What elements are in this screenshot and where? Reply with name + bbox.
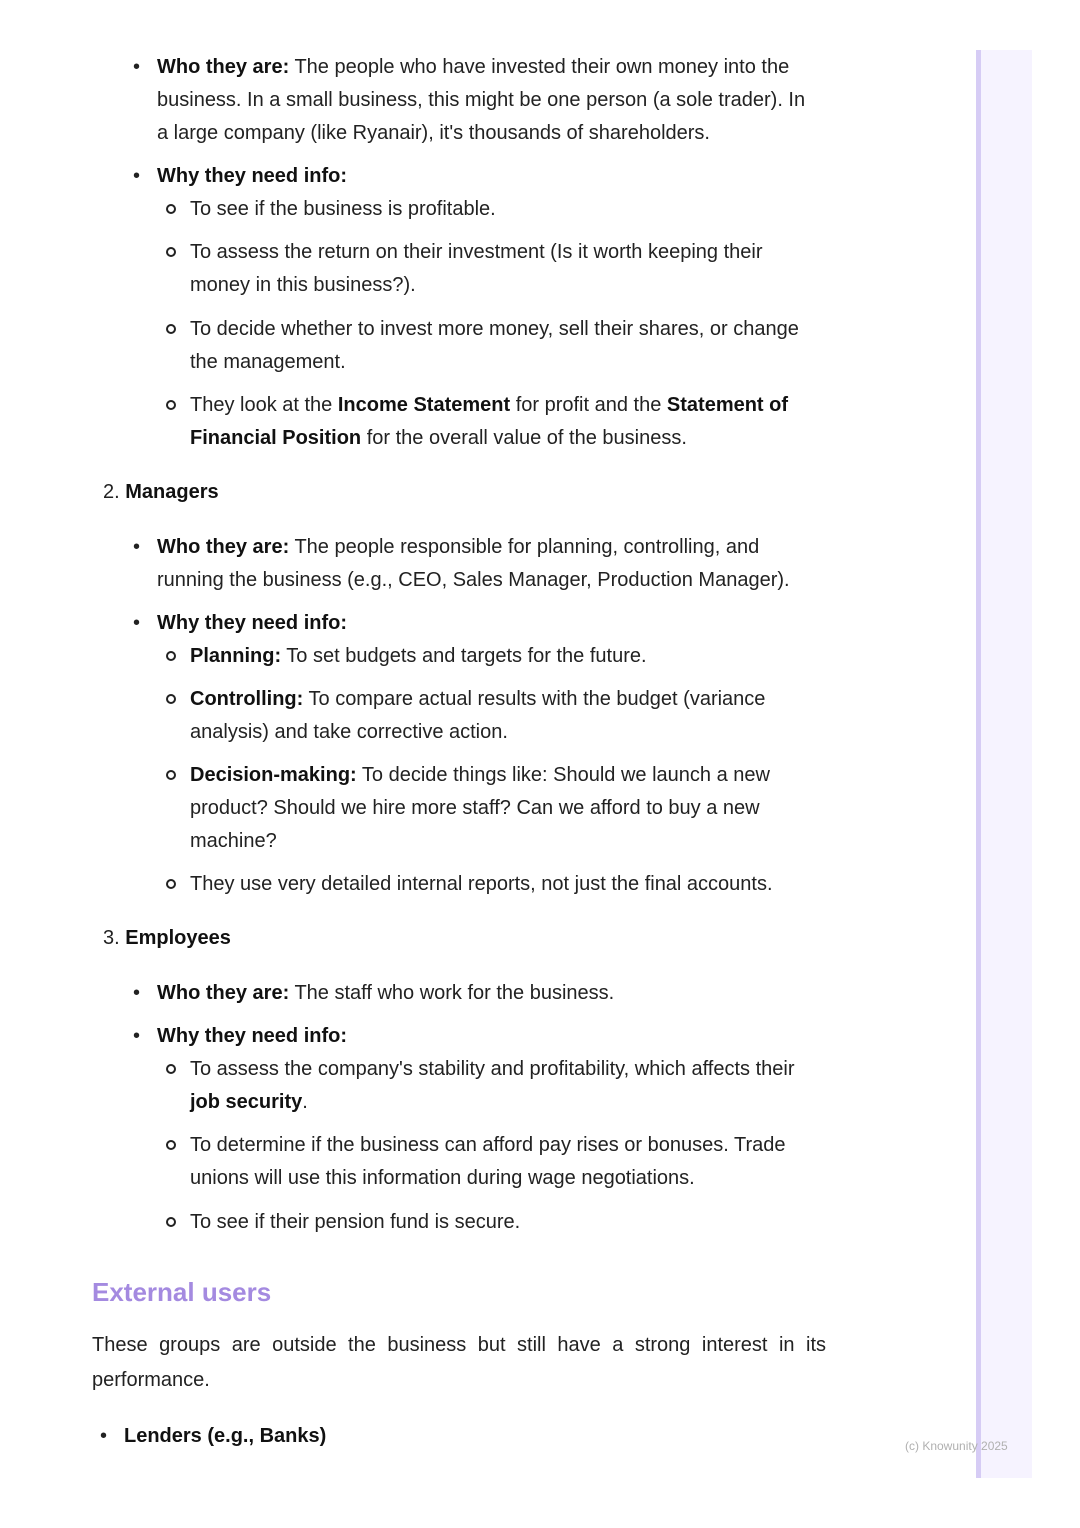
bullet-circle: [166, 1064, 176, 1074]
owners-reason-1: To see if the business is profitable.: [190, 198, 496, 220]
bullet-disc: •: [133, 612, 141, 634]
managers-who-line-2: running the business (e.g., CEO, Sales Manager, Production Manager).: [157, 569, 790, 591]
bullet-disc: •: [133, 56, 141, 78]
bullet-circle: [166, 247, 176, 257]
bullet-circle: [166, 1140, 176, 1150]
employees-reason-2-line-1: To determine if the business can afford pay rises or bonuses. Trade: [190, 1134, 786, 1156]
sidebar-accent-line: [976, 50, 981, 1478]
managers-decision-line-1: Decision-making: To decide things like: Should we launch a new: [190, 764, 770, 786]
managers-decision-line-2: product? Should we hire more staff? Can we afford to buy a new: [190, 797, 760, 819]
bullet-disc: •: [133, 982, 141, 1004]
employees-reason-1-line-2: job security.: [190, 1091, 308, 1113]
owners-reason-3-line-2: the management.: [190, 351, 346, 373]
owners-who-label: Who they are:: [157, 56, 290, 78]
owners-reason-4-line-2: Financial Position for the overall value of the business.: [190, 427, 687, 449]
managers-controlling-line-1: Controlling: To compare actual results with the budget (variance: [190, 688, 766, 710]
owners-reason-2-line-1: To assess the return on their investment (Is it worth keeping their: [190, 241, 763, 263]
employees-reason-1-line-1: To assess the company's stability and profitability, which affects their: [190, 1058, 795, 1080]
employees-reason-3: To see if their pension fund is secure.: [190, 1211, 521, 1233]
bullet-circle: [166, 204, 176, 214]
owners-who-line-2: business. In a small business, this might be one person (a sole trader). In: [157, 89, 806, 111]
section-heading-employees: 3. Employees: [103, 927, 231, 949]
owners-reason-4-line-1: They look at the Income Statement for profit and the Statement of: [190, 394, 789, 416]
external-lenders: Lenders (e.g., Banks): [124, 1425, 327, 1447]
owners-reason-2-line-2: money in this business?).: [190, 274, 416, 296]
managers-who-line-1: Who they are: The people responsible for planning, controlling, and: [157, 536, 760, 558]
employees-reason-2-line-2: unions will use this information during wage negotiations.: [190, 1167, 695, 1189]
bullet-circle: [166, 694, 176, 704]
section-heading-managers: 2. Managers: [103, 481, 219, 503]
bullet-disc: •: [100, 1425, 108, 1447]
bullet-disc: •: [133, 1025, 141, 1047]
bullet-circle: [166, 324, 176, 334]
managers-reports: They use very detailed internal reports, not just the final accounts.: [190, 873, 773, 895]
owners-who-line-1: Who they are: The people who have invested their own money into the: [157, 56, 790, 78]
owners-reason-3-line-1: To decide whether to invest more money, sell their shares, or change: [190, 318, 799, 340]
bullet-disc: •: [133, 165, 141, 187]
heading-external-users: External users: [92, 1277, 272, 1307]
managers-why-label: Why they need info:: [157, 612, 347, 634]
footer-copyright: (c) Knowunity 2025: [905, 1439, 1008, 1453]
bullet-disc: •: [133, 536, 141, 558]
sidebar-panel: [976, 50, 1032, 1478]
owners-why-label: Why they need info:: [157, 165, 347, 187]
employees-who: Who they are: The staff who work for the business.: [157, 982, 615, 1004]
bullet-circle: [166, 879, 176, 889]
employees-why-label: Why they need info:: [157, 1025, 347, 1047]
managers-planning: Planning: To set budgets and targets for the future.: [190, 645, 647, 667]
external-intro-line-2: performance.: [92, 1369, 210, 1391]
owners-who-line-3: a large company (like Ryanair), it's thousands of shareholders.: [157, 122, 710, 144]
bullet-circle: [166, 400, 176, 410]
bullet-circle: [166, 770, 176, 780]
managers-decision-line-3: machine?: [190, 830, 277, 852]
external-intro-line-1: These groups are outside the business but still have a strong interest in its: [92, 1334, 826, 1356]
bullet-circle: [166, 1217, 176, 1227]
managers-controlling-line-2: analysis) and take corrective action.: [190, 721, 508, 743]
bullet-circle: [166, 651, 176, 661]
